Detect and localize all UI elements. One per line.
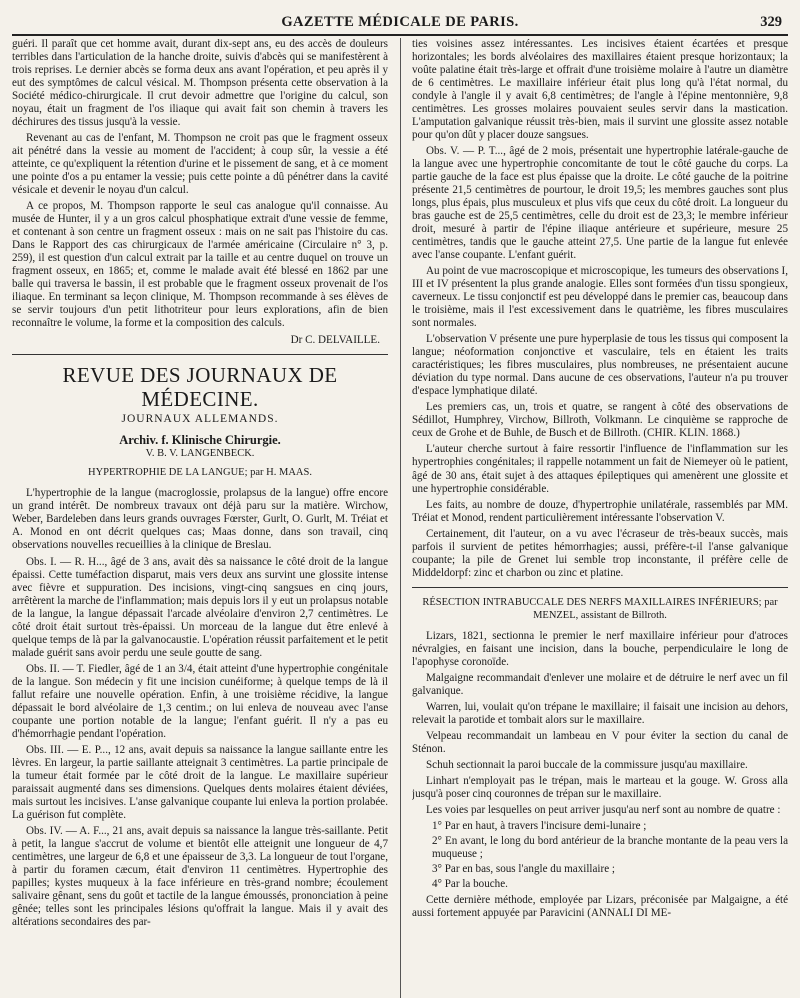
route-list: [412, 820, 788, 891]
paragraph: Velpeau recommandait un lambeau en V pour éviter la section du canal de Sténon.: [412, 729, 788, 755]
paragraph: Les premiers cas, un, trois et quatre, se rangent à côté des observations de Sédillot, Humphrey, Virchow, Billroth, Volkmann. Le cinquième se rapproche de ceux de Grohe et de Buhle, de Busch et de Billroth. (CHIR. KLIN. 1868.): [412, 401, 788, 440]
section-title: REVUE DES JOURNAUX DE MÉDECINE.: [62, 363, 338, 412]
section-subtitle: JOURNAUX ALLEMANDS.: [121, 413, 279, 426]
observation-5: Obs. V. — P. T..., âgé de 2 mois, présentait une hypertrophie latérale-gauche de la langue avec une hypertrophie concomitante de tout le côté gauche du corps. La partie gauche de la face est plus épaisse que la droite. Le côté gauche de la poitrine présente 21,5 centimètres de pourtour, le droit 19,5; les membres gauches sont plus longs, plus épais, plus musculeux et plus vifs que ceux du côté droit. La longueur du bras gauche est de 25,5 centimètres, celle du droit est de 23,3; le membre inférieur droit, mesuré à partir de l'épine iliaque antérieure et supérieure, mesure 25 centimètres, tandis que le gauche atteint 27,5. Une partie de la langue fut enlevée avec l'anse coupante. L'enfant guérit.: [412, 145, 788, 262]
paragraph: L'auteur cherche surtout à faire ressortir l'influence de l'inflammation sur les hypertrophies congénitales; il rappelle notamment un fait de Niemeyer où le patient, âgé de 30 ans, était sujet à des attaques épileptiques qui amenèrent une glossite et une hypertrophie considérable.: [412, 443, 788, 495]
paragraph: guéri. Il paraît que cet homme avait, durant dix-sept ans, eu des accès de douleurs terribles dans l'articulation de la hanche droite, suivis d'abcès qui se manifestèrent à trois reprises. Le dernier abcès se forma deux ans avant l'opération, et peu après il y eut des symptômes de calcul vésical. M. Thompson présenta cette observation à la Société médico-chirurgicale. Il crut devoir admettre que l'origine du calcul, son noyau, était un fragment de l'os iliaque qui avait fait son chemin à travers les déchirures des tissus jusqu'à la vessie.: [12, 38, 388, 129]
observation-1: Obs. I. — R. H..., âgé de 3 ans, avait dès sa naissance le côté droit de la langue épaissi. Cette tuméfaction disparut, mais vers deux ans survint une glossite intense avec fièvre et suppuration. Des incisions, vingt-cinq sangsues en cinq jours, arrêtèrent la marche de l'inflammation; mais depuis lors il y eut un prolapsus notable de la langue, la langue dépassait l'arcade alvéolaire d'environ 2,7 centimètres. Le côté droit était surtout très-épaissi. Un morceau de la langue dut être enlevé à quelque temps de là par la galvanocaustie. L'opération réussit parfaitement et le petit malade guérit sans avoir perdu une seule goutte de sang.: [12, 555, 388, 659]
observation-2: Obs. II. — T. Fiedler, âgé de 1 an 3/4, était atteint d'une hypertrophie congénitale de la langue. Son médecin y fit une incision cunéiforme; à quelque temps de là il fallut refaire une nouvelle opération. Enfin, à une troisième récidive, la langue dépassait le bord alvéolaire de 1,3 centim.; on lui enleva de nouveau avec l'anse coupante une portion notable de la langue; l'enfant guérit. Il n'y a pas eu d'hémorrhagie pendant l'opération.: [12, 662, 388, 740]
right-column: [412, 38, 788, 998]
paragraph: Lizars, 1821, sectionna le premier le nerf maxillaire inférieur pour d'atroces névralgies, en faisant une incision, dans la bouche, perpendiculaire le long de l'apophyse coronoïde.: [412, 629, 788, 668]
list-item: 3° Par en bas, sous l'angle du maxillaire ;: [432, 862, 615, 875]
paragraph: L'observation V présente une pure hyperplasie de tous les tissus qui composent la langue; néoformation conjonctive et vasculaire, tels en étaient les traits caractéristiques; les fibres musculaires, plus nombreuses, ne présentaient aucune déviation du type normal. Dans aucune de ces observations, l'auteur n'a pu trouver d'espace lymphatique dilaté.: [412, 333, 788, 398]
article-title: RÉSECTION INTRABUCCALE DES NERFS MAXILLAIRES INFÉRIEURS; par MENZEL, assistant de Billroth.: [422, 596, 778, 621]
observation-3: Obs. III. — E. P..., 12 ans, avait depuis sa naissance la langue saillante entre les lèvres. En largeur, la partie saillante atteignait 3 centimètres. La partie principale de la tumeur était formée par le côté droit de la langue. Le maxillaire supérieur paraissait augmenté dans ses dimensions. Quelques dents molaires étaient déviées, mais surtout les incisives. L'anse galvanique coupante lui enleva la portion prolabée. La guérison fut complète.: [12, 743, 388, 821]
page-header: [12, 10, 788, 36]
list-item: 4° Par la bouche.: [432, 877, 508, 890]
list-item: 1° Par en haut, à travers l'incisure demi-lunaire ;: [432, 819, 647, 832]
journal-name: Archiv. f. Klinische Chirurgie.: [119, 433, 281, 448]
paragraph: Revenant au cas de l'enfant, M. Thompson ne croit pas que le fragment osseux ait pénétré dans la vessie au moment de l'accident; à coup sûr, la vessie a été atteinte, ce qu'expliquent la rétention d'urine et le pissement de sang, et à ce moment une pointe d'os a pu entamer la vessie; puis cette pointe a dû pénétrer dans la cavité vésicale et devenir le noyau d'un calcul.: [12, 132, 388, 197]
paragraph: A ce propos, M. Thompson rapporte le seul cas analogue qu'il connaisse. Au musée de Hunter, il y a un gros calcul phosphatique extrait d'une vessie de femme, et contenant à son centre un fragment osseux : mais on ne sait pas l'histoire du cas. Dans le Rapport des cas chirurgicaux de l'armée américaine (Circulaire n° 3, p. 259), il est question d'un calcul extrait par la taille et au centre duquel on trouve un fragment osseux, en 1865; et, comme le malade avait été blessé en 1862 par une balle qui traversa le bassin, il est probable que le fragment osseux provenait de l'os iliaque. En terminant sa leçon clinique, M. Thompson recommande à ses élèves de se servir toujours d'un petit lithotriteur pour leurs explorations, afin de bien reconnaître le volume, la forme et la composition des calculs.: [12, 200, 388, 330]
left-column: [12, 38, 388, 998]
paragraph: Linhart n'employait pas le trépan, mais le marteau et la gouge. W. Gross alla jusqu'à poser cinq couronnes de trépan sur le maxillaire.: [412, 774, 788, 800]
paragraph: Warren, lui, voulait qu'on trépane le maxillaire; il faisait une incision au dehors, relevait la parotide et tombait alors sur le maxillaire.: [412, 700, 788, 726]
page-number: 329: [760, 14, 782, 30]
article-rule: [412, 587, 788, 588]
author-signature: Dr C. DELVAILLE.: [290, 334, 380, 347]
paragraph: ties voisines assez intéressantes. Les incisives étaient écartées et presque horizontales; les bords alvéolaires des maxillaires étaient presque horizontaux; la voûte palatine était très-large et offrait d'une troisième molaire à l'autre un diamètre de 6 centimètres. Le maxillaire inférieur était plus long qu'à l'état normal, du condyle à l'angle il y avait 6,8 centimètres; de l'angle à l'épine mentonnière, 9,8 centimètres. Les grosses molaires pouvaient seules servir dans la mastication. L'amputation galvanique réussit très-bien, mais il survint une glossite assez notable pour qu'on dût y placer douze sangsues.: [412, 38, 788, 142]
article-title: HYPERTROPHIE DE LA LANGUE; par H. MAAS.: [88, 467, 312, 479]
paragraph: Certainement, dit l'auteur, on a vu avec l'écraseur de très-beaux succès, mais parfois il survient de petites hémorrhagies; aussi, préfère-t-il l'anse galvanique coupante; la pile de Grenet lui semble trop inconstante, il préfère celle de Middeldorpf: zinc et charbon ou zinc et platine.: [412, 527, 788, 579]
paragraph: Les faits, au nombre de douze, d'hypertrophie unilatérale, rassemblés par MM. Tréiat et Monod, rendent particulièrement intéressante l'observation V.: [412, 498, 788, 524]
paragraph: L'hypertrophie de la langue (macroglossie, prolapsus de la langue) offre encore un grand intérêt. De nombreux travaux ont déjà paru sur la matière. Wirchow, Weber, Bardeleben dans leurs grands ouvrages Fœrster, Gurlt, O. Gurlt, M. Tréiat et A. Monod en ont décrit quelques cas; Maas donne, dans son travail, cinq observations nouvelles recueillies à la clinique de Breslau.: [12, 487, 388, 552]
text-columns: [12, 38, 788, 998]
list-item: 2° En avant, le long du bord antérieur de la branche montante de la peau vers la muqueuse ;: [432, 834, 788, 860]
paragraph: Schuh sectionnait la paroi buccale de la commissure jusqu'au maxillaire.: [426, 758, 748, 771]
column-divider: [400, 38, 401, 998]
journal-editor: V. B. V. LANGENBECK.: [145, 448, 255, 460]
journal-title: GAZETTE MÉDICALE DE PARIS.: [281, 14, 519, 30]
paragraph: Au point de vue macroscopique et microscopique, les tumeurs des observations I, III et IV présentent la plus grande analogie. Elles sont formées d'un tissu spongieux, caverneux. Le tissu conjonctif est peu développé dans le premier cas, beaucoup dans le troisième, mais il l'est excessivement dans le quatrième, les fibres musculaires sont normales.: [412, 265, 788, 330]
paragraph: Cette dernière méthode, employée par Lizars, préconisée par Malgaigne, a été aussi fortement appuyée par Paravicini (ANNALI DI ME-: [412, 893, 788, 919]
paragraph: Les voies par lesquelles on peut arriver jusqu'au nerf sont au nombre de quatre :: [426, 803, 781, 816]
paragraph: Malgaigne recommandait d'enlever une molaire et de détruire le nerf avec un fil galvanique.: [412, 671, 788, 697]
observation-4: Obs. IV. — A. F..., 21 ans, avait depuis sa naissance la langue très-saillante. Petit à petit, la langue s'accrut de volume et bientôt elle atteignit une longueur de 4,7 centimètres, une largeur de 6,8 et une épaisseur de 3,3. La longueur de tout l'organe, à partir du foramen cæcum, était d'environ 11 centimètres. Hypertrophie des papilles; kystes muqueux à la face inférieure en très-grand nombre; écoulement salivaire gênant, sens du goût et tactile de la langue émoussés, prononciation à peine gênée; telles sont les principales lésions qu'offrait la langue. Mais il y avait des altérations secondaires des par-: [12, 824, 388, 928]
section-rule: [12, 354, 388, 355]
